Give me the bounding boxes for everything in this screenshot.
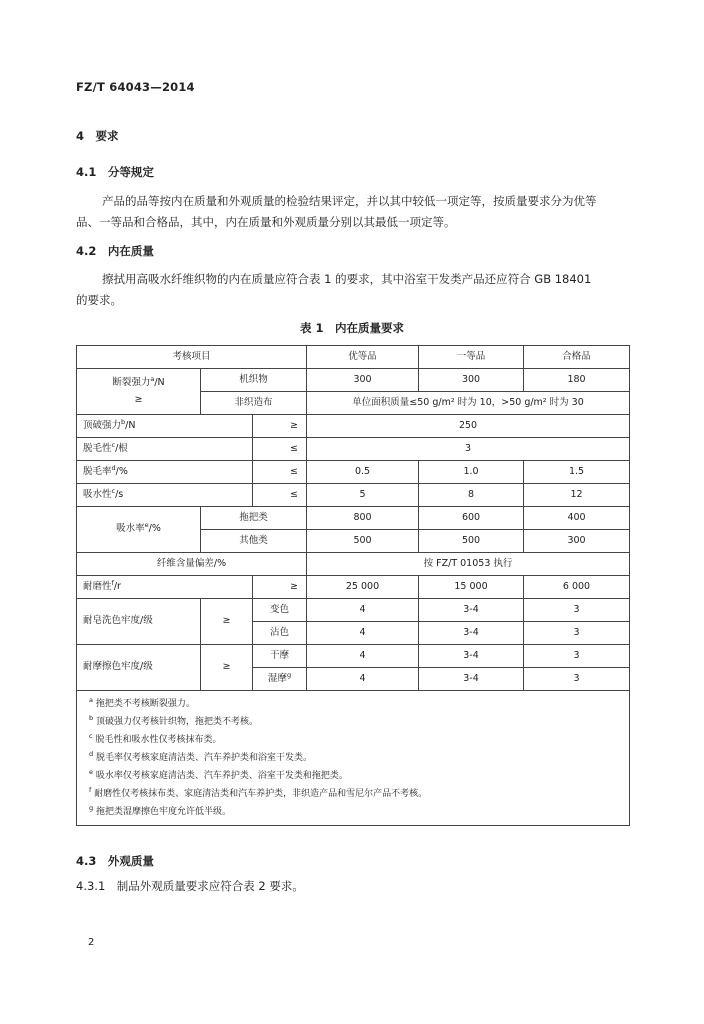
note-c: $^c$ 脱毛性和吸水性仅考核抹布类。: [89, 732, 222, 745]
linting-op: ≤: [253, 438, 307, 461]
abrasion-first: 15 000: [419, 576, 524, 599]
other-first: 500: [419, 530, 524, 553]
mop-qualified: 400: [524, 507, 630, 530]
abrasion-premium: 25 000: [307, 576, 419, 599]
absorbency-op: ≤: [253, 484, 307, 507]
lint-rate-op: ≤: [253, 461, 307, 484]
lint-rate-qualified: 1.5: [524, 461, 630, 484]
paragraph-4-2-line1: 擦拭用高吸水纤维织物的内在质量应符合表 1 的要求，其中浴室干发类产品还应符合 GB 18401: [102, 272, 592, 286]
row-notes: [77, 691, 630, 826]
row-breaking-strength-woven: [77, 369, 630, 392]
note-g: $^g$ 拖把类湿摩擦色牢度允许低半级。: [89, 804, 232, 817]
note-b: $^b$ 顶破强力仅考核针织物，拖把类不考核。: [89, 714, 259, 727]
absorbency-label: 吸水性$^c$/s: [77, 484, 253, 507]
wet-premium: 4: [307, 668, 419, 691]
paragraph-4-3-1: 4.3.1 制品外观质量要求应符合表 2 要求。: [76, 879, 304, 893]
wet-label: 湿摩$^g$: [253, 668, 307, 691]
woven-first: 300: [419, 369, 524, 392]
change-first: 3-4: [419, 599, 524, 622]
abrasion-label: 耐磨性$^f$/r: [77, 576, 253, 599]
section-4-2-heading: 4.2 内在质量: [76, 244, 154, 258]
header-item: 考核项目: [77, 346, 307, 369]
section-4-3-heading: 4.3 外观质量: [76, 854, 154, 868]
dry-premium: 4: [307, 645, 419, 668]
row-absorbency: [77, 484, 630, 507]
table-notes: [77, 691, 630, 826]
woven-label: 机织物: [201, 369, 307, 392]
rub-fastness-label: 耐摩擦色牢度/级: [77, 645, 201, 691]
table-1-caption: 表 1 内在质量要求: [299, 321, 404, 335]
linting-value: 3: [307, 438, 630, 461]
wet-first: 3-4: [419, 668, 524, 691]
nonwoven-label: 非织造布: [201, 392, 307, 415]
nonwoven-value: 单位面积质量≤50 g/m² 时为 10，>50 g/m² 时为 30: [307, 392, 630, 415]
rub-op: ≥: [201, 645, 253, 691]
row-absorption-rate-mop: [77, 507, 630, 530]
quality-requirements-table: [76, 345, 630, 826]
woven-qualified: 180: [524, 369, 630, 392]
note-e: $^e$ 吸水率仅考核家庭清洁类、汽车养护类、浴室干发类和拖把类。: [89, 768, 348, 781]
stain-qualified: 3: [524, 622, 630, 645]
absorbency-qualified: 12: [524, 484, 630, 507]
bursting-op: ≥: [253, 415, 307, 438]
dry-qualified: 3: [524, 645, 630, 668]
lint-rate-premium: 0.5: [307, 461, 419, 484]
section-4-heading: 4 要求: [76, 129, 119, 143]
stain-first: 3-4: [419, 622, 524, 645]
mop-label: 拖把类: [201, 507, 307, 530]
header-qualified: 合格品: [524, 346, 630, 369]
paragraph-4-1-line2: 品、一等品和合格品，其中，内在质量和外观质量分别以其最低一项定等。: [76, 215, 456, 229]
other-qualified: 300: [524, 530, 630, 553]
section-4-1-heading: 4.1 分等规定: [76, 165, 154, 179]
row-abrasion: [77, 576, 630, 599]
abrasion-qualified: 6 000: [524, 576, 630, 599]
bursting-value: 250: [307, 415, 630, 438]
absorbency-premium: 5: [307, 484, 419, 507]
dry-label: 干摩: [253, 645, 307, 668]
row-rub-dry: [77, 645, 630, 668]
fiber-content-value: 按 FZ/T 01053 执行: [307, 553, 630, 576]
absorption-rate-label: 吸水率$^e$/%: [77, 507, 201, 553]
header-premium: 优等品: [307, 346, 419, 369]
woven-premium: 300: [307, 369, 419, 392]
row-linting: [77, 438, 630, 461]
soap-op: ≥: [201, 599, 253, 645]
row-bursting-strength: [77, 415, 630, 438]
mop-premium: 800: [307, 507, 419, 530]
wet-qualified: 3: [524, 668, 630, 691]
row-lint-rate: [77, 461, 630, 484]
paragraph-4-2-line2: 的要求。: [76, 293, 122, 307]
row-soap-change: [77, 599, 630, 622]
mop-first: 600: [419, 507, 524, 530]
header-first-grade: 一等品: [419, 346, 524, 369]
change-label: 变色: [253, 599, 307, 622]
lint-rate-first: 1.0: [419, 461, 524, 484]
dry-first: 3-4: [419, 645, 524, 668]
table-header-row: [77, 346, 630, 369]
linting-label: 脱毛性$^c$/根: [77, 438, 253, 461]
absorbency-first: 8: [419, 484, 524, 507]
other-premium: 500: [307, 530, 419, 553]
standard-code-header: FZ/T 64043—2014: [76, 80, 195, 94]
page-number: 2: [88, 937, 95, 948]
paragraph-4-1-line1: 产品的品等按内在质量和外观质量的检验结果评定，并以其中较低一项定等，按质量要求分为优等: [102, 194, 597, 208]
stain-label: 沾色: [253, 622, 307, 645]
breaking-strength-label: 断裂强力$^a$/N ≥: [77, 369, 201, 415]
lint-rate-label: 脱毛率$^d$/%: [77, 461, 253, 484]
note-a: $^a$ 拖把类不考核断裂强力。: [89, 696, 195, 709]
soap-fastness-label: 耐皂洗色牢度/级: [77, 599, 201, 645]
abrasion-op: ≥: [253, 576, 307, 599]
fiber-content-label: 纤维含量偏差/%: [77, 553, 307, 576]
row-fiber-content: [77, 553, 630, 576]
stain-premium: 4: [307, 622, 419, 645]
note-f: $^f$ 耐磨性仅考核抹布类、家庭清洁类和汽车养护类，非织造产品和雪尼尔产品不考核。: [89, 786, 428, 799]
other-label: 其他类: [201, 530, 307, 553]
change-premium: 4: [307, 599, 419, 622]
change-qualified: 3: [524, 599, 630, 622]
note-d: $^d$ 脱毛率仅考核家庭清洁类、汽车养护类和浴室干发类。: [89, 750, 313, 763]
bursting-strength-label: 顶破强力$^b$/N: [77, 415, 253, 438]
